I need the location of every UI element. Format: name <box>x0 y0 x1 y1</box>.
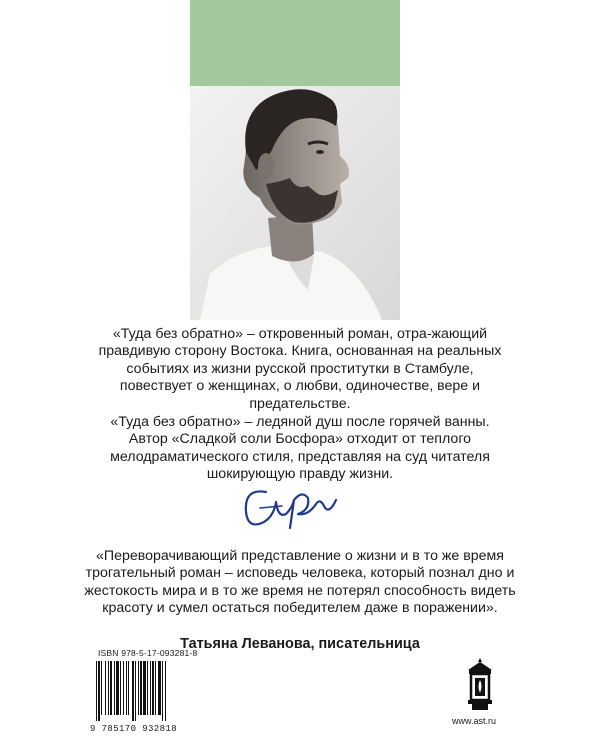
author-photo <box>190 86 400 320</box>
author-signature <box>236 478 346 536</box>
review-quote: «Переворачивающий представление о жизни и в то же время трогательный роман – исповедь человека, который познал дно и жестокость мира и в то же время не потерял способность видеть красоту и сумел остаться победителем даже в поражении». <box>84 548 516 617</box>
review-author: Татьяна Леванова, писательница <box>180 636 420 652</box>
publisher-website: www.ast.ru <box>452 716 497 726</box>
description-paragraph-2: «Туда без обратно» – ледяной душ после горячей ванны. Автор «Сладкой соли Босфора» отходит от теплого мелодраматического стиля, представляя на суд читателя шокирующую правду жизни. <box>110 414 490 483</box>
barcode-digits: 9 785170 932818 <box>90 724 178 734</box>
accent-color-bar <box>190 0 400 86</box>
description-paragraph-1: «Туда без обратно» – откровенный роман, отра-жающий правдивую сторону Востока. Книга, основанная на реальных событиях из жизни русской проститутки в Стамбуле, повествует о женщинах, о любви, одиночестве, вере и предательстве. <box>98 326 502 412</box>
isbn-label: ISBN 978-5-17-093281-8 <box>98 648 198 658</box>
lantern-logo-icon <box>458 656 502 712</box>
barcode <box>92 661 200 729</box>
